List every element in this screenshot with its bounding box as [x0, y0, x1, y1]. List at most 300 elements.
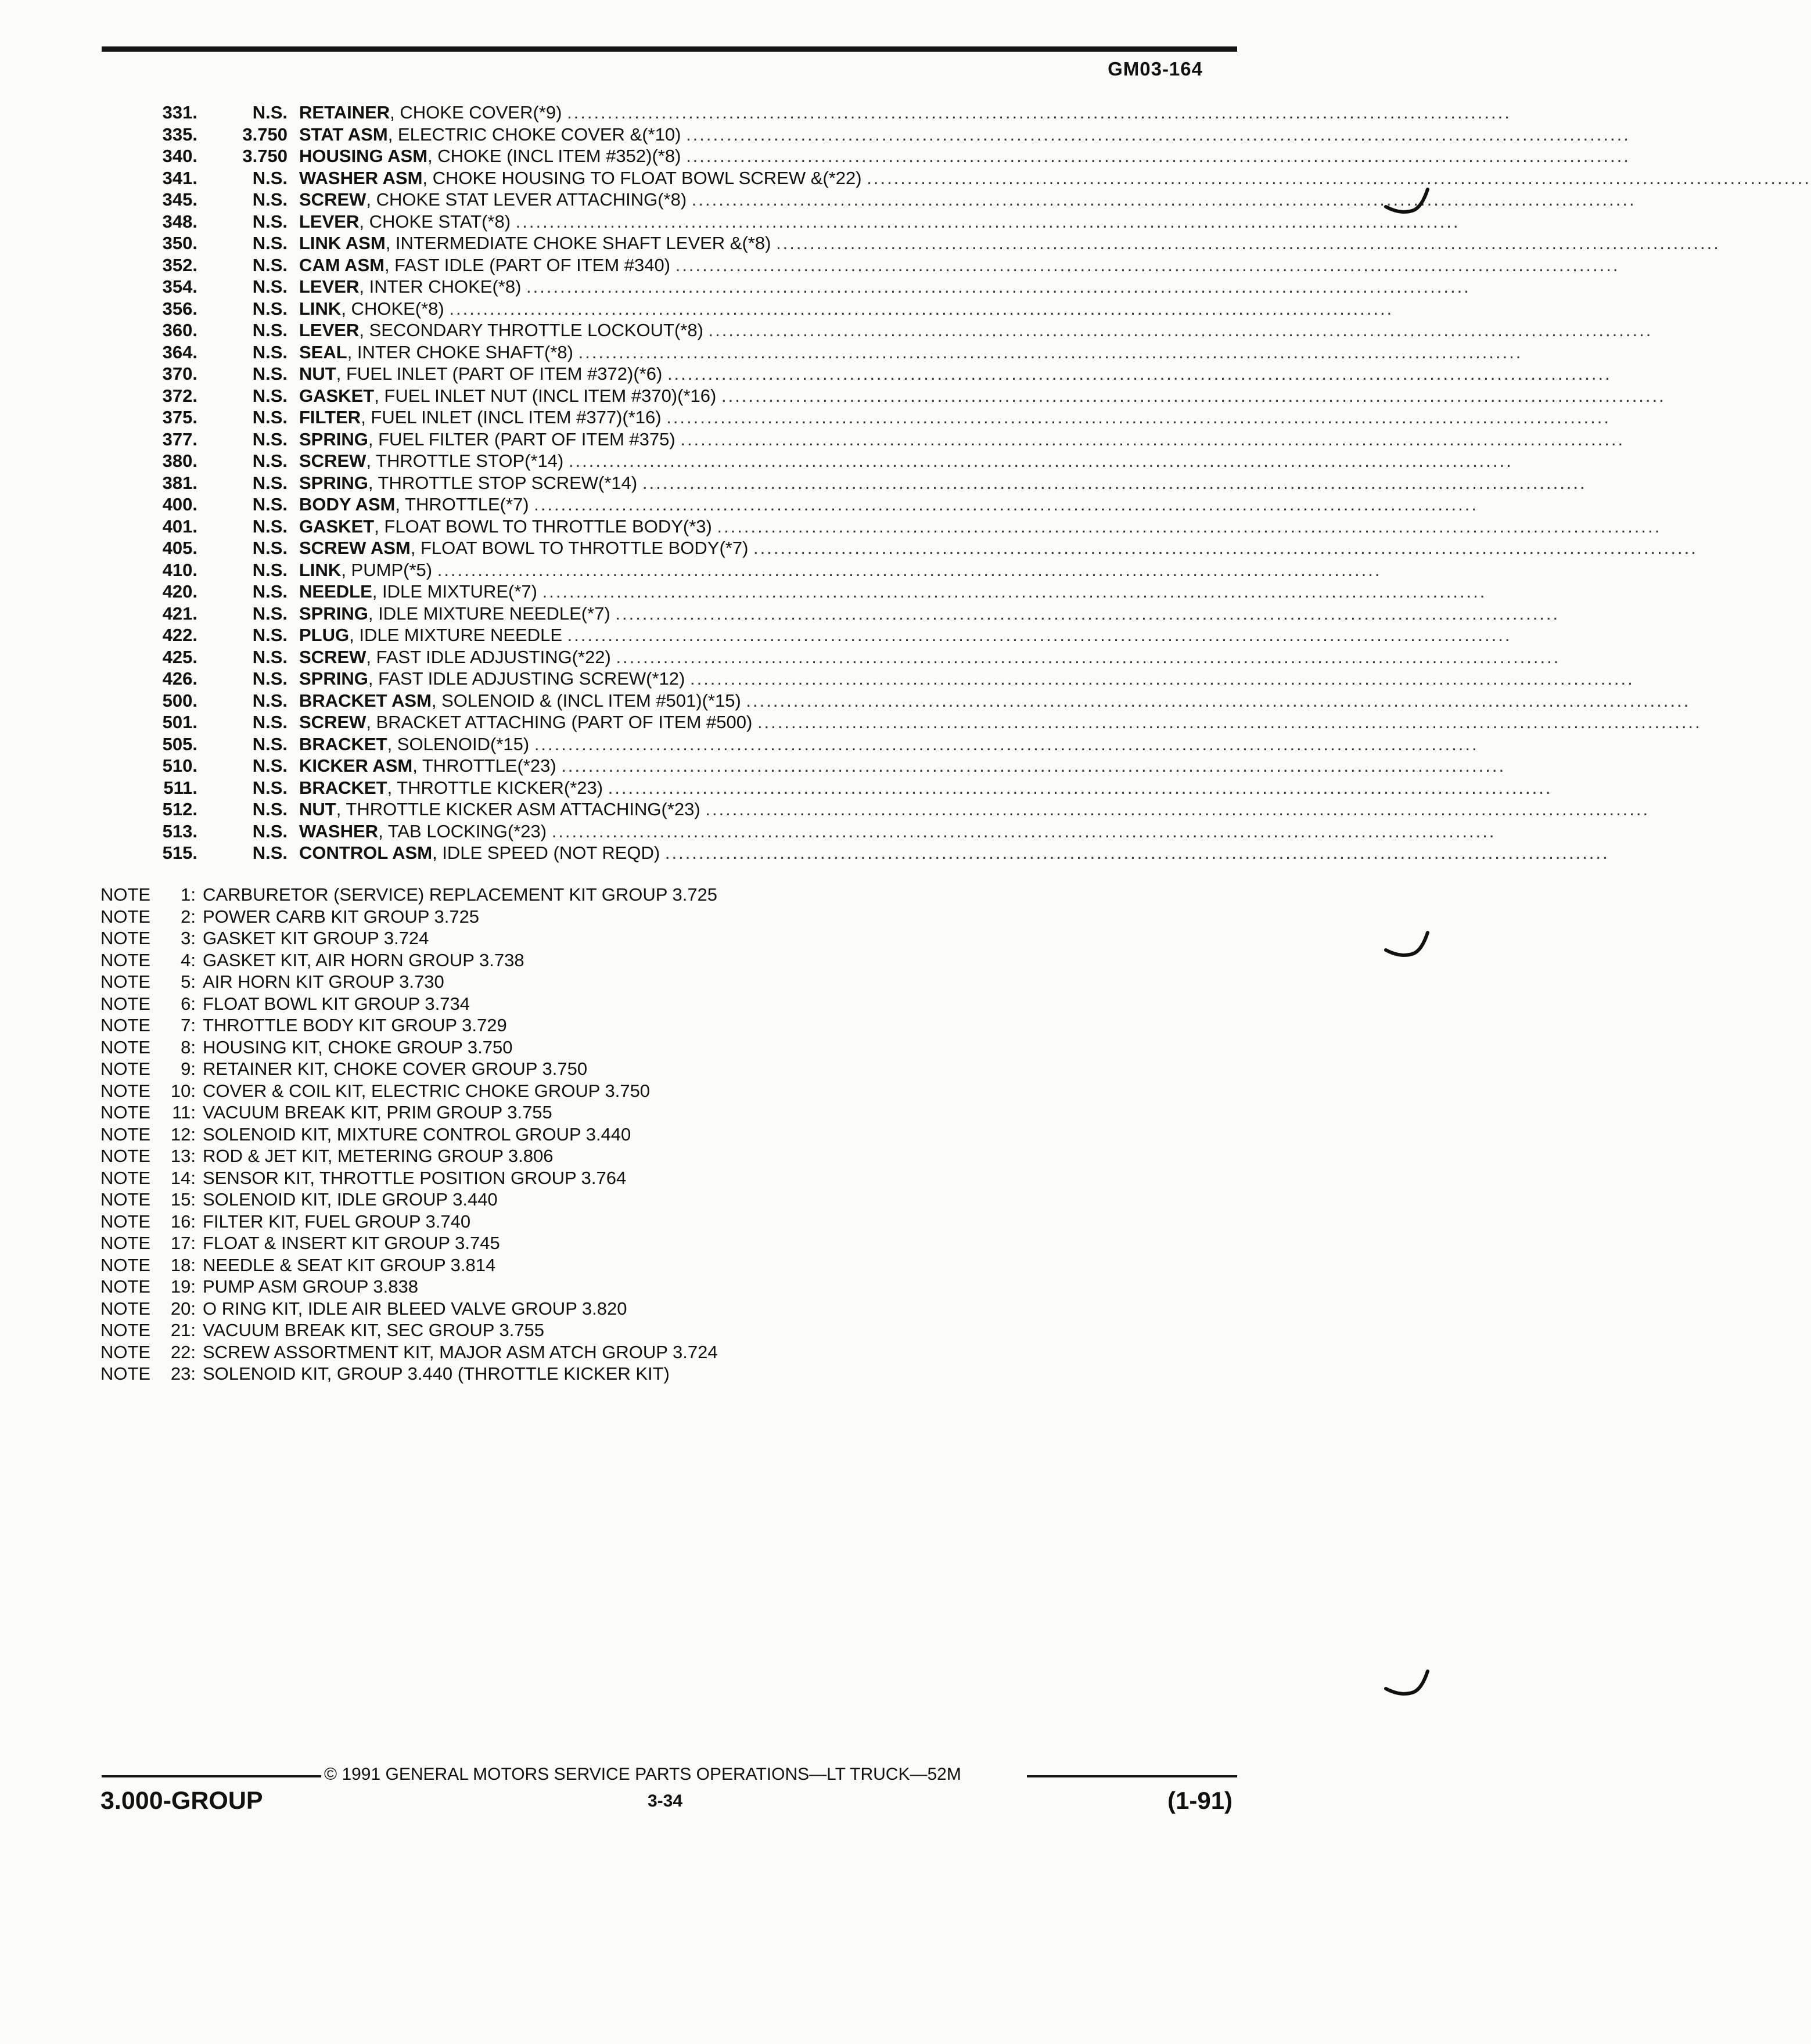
note-number: 23:: [170, 1363, 196, 1384]
note-row: [100, 1189, 498, 1211]
note-label: NOTE: [100, 1341, 151, 1362]
part-description: [299, 821, 1496, 843]
note-text: GASKET KIT, AIR HORN GROUP 3.738: [203, 949, 524, 970]
dot-leader: ............................................................................................................................................: [721, 385, 1666, 406]
note-label: NOTE: [100, 971, 151, 992]
part-detail: , CHOKE STAT(*8): [359, 211, 511, 232]
part-number: 360.: [162, 320, 197, 340]
part-group: N.S.: [252, 538, 288, 558]
note-label: NOTE: [100, 1363, 151, 1384]
part-detail: , THROTTLE KICKER(*23): [387, 777, 603, 798]
part-number: 405.: [162, 538, 197, 558]
dot-leader: ............................................................................................................................................: [534, 494, 1479, 514]
part-number: 425.: [162, 646, 197, 667]
part-row: [0, 603, 1560, 625]
part-detail: , CHOKE COVER(*9): [390, 102, 562, 123]
dot-leader: ............................................................................................................................................: [568, 451, 1513, 471]
note-number: 18:: [170, 1254, 196, 1275]
footer-page-number: 3-34: [648, 1791, 683, 1811]
note-label: NOTE: [100, 884, 151, 905]
part-row: [0, 429, 1625, 451]
part-row: [0, 668, 1634, 690]
note-label: NOTE: [100, 1211, 151, 1232]
part-number: 348.: [162, 211, 197, 232]
part-number: 505.: [162, 733, 197, 754]
part-number: 381.: [162, 472, 197, 493]
dot-leader: ............................................................................................................................................: [689, 668, 1634, 689]
note-number: 8:: [181, 1037, 196, 1057]
part-detail: , FLOAT BOWL TO THROTTLE BODY(*3): [374, 516, 712, 537]
part-description: [299, 124, 1630, 146]
part-group: N.S.: [252, 821, 288, 841]
part-detail: , TAB LOCKING(*23): [378, 821, 547, 841]
part-detail: , BRACKET ATTACHING (PART OF ITEM #500): [366, 712, 753, 732]
part-row: [0, 516, 1662, 538]
part-row: [0, 363, 1612, 385]
check-mark-icon: [1384, 1667, 1430, 1701]
note-label: NOTE: [100, 1189, 151, 1210]
note-label: NOTE: [100, 1167, 151, 1188]
part-row: [0, 690, 1691, 712]
part-number: 335.: [162, 124, 197, 145]
part-name: LINK ASM: [299, 233, 386, 253]
note-row: [100, 1341, 718, 1363]
dot-leader: ............................................................................................................................................: [691, 189, 1636, 210]
note-label: NOTE: [100, 1080, 151, 1101]
part-group: 3.750: [242, 146, 288, 166]
note-row: [100, 1037, 512, 1059]
part-name: GASKET: [299, 385, 375, 406]
dot-leader: ............................................................................................................................................: [551, 821, 1496, 841]
note-row: [100, 1124, 631, 1146]
note-row: [100, 884, 717, 906]
part-name: CONTROL ASM: [299, 843, 433, 863]
part-number: 511.: [163, 777, 197, 798]
part-description: [299, 232, 1720, 254]
dot-leader: ............................................................................................................................................: [667, 364, 1612, 384]
part-description: [299, 450, 1513, 472]
part-description: [299, 429, 1625, 451]
part-description: [299, 385, 1666, 407]
note-row: [100, 1319, 544, 1341]
part-detail: , THROTTLE(*7): [395, 494, 529, 514]
part-number: 421.: [162, 603, 197, 624]
dot-leader: ............................................................................................................................................: [776, 233, 1720, 253]
part-detail: , IDLE MIXTURE(*7): [372, 581, 537, 602]
note-number: 14:: [170, 1167, 196, 1188]
part-group: 3.750: [242, 124, 288, 145]
part-number: 513.: [162, 821, 197, 841]
part-row: [0, 798, 1650, 821]
note-text: CARBURETOR (SERVICE) REPLACEMENT KIT GROUP 3.725: [203, 884, 718, 905]
part-row: [0, 276, 1471, 298]
note-number: 22:: [170, 1341, 196, 1362]
part-group: N.S.: [252, 494, 288, 514]
part-row: [0, 145, 1630, 167]
part-description: [299, 102, 1511, 124]
part-description: [299, 406, 1611, 429]
part-description: [299, 363, 1612, 385]
part-number: 410.: [162, 559, 197, 580]
part-group: N.S.: [252, 341, 288, 362]
part-detail: , FUEL INLET (INCL ITEM #377)(*16): [361, 407, 662, 427]
part-detail: , SOLENOID & (INCL ITEM #501)(*15): [431, 690, 741, 711]
part-name: SCREW: [299, 451, 366, 471]
part-row: [0, 537, 1698, 559]
note-label: NOTE: [100, 1102, 151, 1122]
note-row: [100, 927, 429, 949]
note-label: NOTE: [100, 1015, 151, 1035]
note-text: RETAINER KIT, CHOKE COVER GROUP 3.750: [203, 1059, 588, 1079]
note-number: 3:: [181, 928, 196, 948]
part-number: 341.: [162, 167, 197, 188]
part-number: 512.: [162, 799, 197, 819]
part-detail: , FUEL INLET (PART OF ITEM #372)(*6): [336, 364, 663, 384]
part-name: LEVER: [299, 320, 360, 340]
part-name: LEVER: [299, 276, 360, 297]
dot-leader: ............................................................................................................................................: [686, 146, 1630, 166]
note-row: [100, 1102, 552, 1124]
dot-leader: ............................................................................................................................................: [705, 799, 1650, 819]
note-label: NOTE: [100, 1059, 151, 1079]
part-detail: , SECONDARY THROTTLE LOCKOUT(*8): [359, 320, 703, 340]
note-label: NOTE: [100, 949, 151, 970]
part-number: 401.: [162, 516, 197, 537]
part-name: NUT: [299, 364, 336, 384]
part-number: 370.: [162, 364, 197, 384]
part-description: [299, 603, 1560, 625]
part-detail: , FAST IDLE (PART OF ITEM #340): [384, 254, 671, 275]
part-name: SCREW: [299, 189, 366, 210]
part-description: [299, 690, 1691, 712]
dot-leader: ............................................................................................................................................: [578, 341, 1523, 362]
note-text: VACUUM BREAK KIT, PRIM GROUP 3.755: [203, 1102, 552, 1122]
note-text: SOLENOID KIT, IDLE GROUP 3.440: [203, 1189, 498, 1210]
part-number: 515.: [162, 843, 197, 863]
note-number: 11:: [172, 1102, 196, 1122]
part-number: 345.: [162, 189, 197, 210]
part-name: STAT ASM: [299, 124, 388, 145]
part-group: N.S.: [252, 364, 288, 384]
note-row: [100, 1211, 470, 1233]
part-number: 400.: [162, 494, 197, 514]
note-number: 5:: [181, 971, 196, 992]
part-group: N.S.: [252, 668, 288, 689]
note-text: O RING KIT, IDLE AIR BLEED VALVE GROUP 3.820: [203, 1298, 627, 1319]
note-label: NOTE: [100, 906, 151, 927]
note-number: 7:: [181, 1015, 196, 1035]
note-text: SCREW ASSORTMENT KIT, MAJOR ASM ATCH GROUP 3.724: [203, 1341, 718, 1362]
part-name: SPRING: [299, 668, 368, 689]
dot-leader: ............................................................................................................................................: [680, 429, 1625, 449]
part-number: 352.: [162, 254, 197, 275]
dot-leader: ............................................................................................................................................: [717, 516, 1662, 537]
note-number: 15:: [170, 1189, 196, 1210]
dot-leader: ............................................................................................................................................: [867, 167, 1811, 188]
page-code: GM03-164: [1108, 58, 1203, 80]
part-number: 500.: [162, 690, 197, 711]
footer-group: 3.000-GROUP: [100, 1787, 263, 1815]
note-row: [100, 906, 479, 928]
note-row: [100, 1276, 418, 1298]
part-name: WASHER: [299, 821, 379, 841]
note-number: 21:: [170, 1320, 196, 1340]
part-description: [299, 711, 1702, 733]
footer-rule-left: [102, 1775, 321, 1777]
part-description: [299, 559, 1382, 581]
note-text: NEEDLE & SEAT KIT GROUP 3.814: [203, 1254, 496, 1275]
note-number: 2:: [181, 906, 196, 927]
note-row: [100, 1232, 500, 1254]
part-group: N.S.: [252, 102, 288, 123]
part-row: [0, 319, 1653, 341]
note-number: 10:: [170, 1080, 196, 1101]
note-row: [100, 1254, 495, 1276]
note-row: [100, 1167, 626, 1189]
part-name: PLUG: [299, 625, 350, 645]
dot-leader: ............................................................................................................................................: [642, 472, 1587, 493]
part-detail: , FLOAT BOWL TO THROTTLE BODY(*7): [410, 538, 749, 558]
part-detail: , IDLE MIXTURE NEEDLE: [349, 625, 563, 645]
note-text: SOLENOID KIT, GROUP 3.440 (THROTTLE KICKER KIT): [203, 1363, 670, 1384]
part-group: N.S.: [252, 189, 288, 210]
part-detail: , ELECTRIC CHOKE COVER &(*10): [387, 124, 681, 145]
part-name: BODY ASM: [299, 494, 396, 514]
note-number: 19:: [170, 1276, 196, 1297]
part-description: [299, 537, 1698, 559]
dot-leader: ............................................................................................................................................: [708, 320, 1653, 340]
note-label: NOTE: [100, 1037, 151, 1057]
note-text: COVER & COIL KIT, ELECTRIC CHOKE GROUP 3.750: [203, 1080, 651, 1101]
part-group: N.S.: [252, 385, 288, 406]
part-row: [0, 124, 1630, 146]
part-row: [0, 102, 1511, 124]
dot-leader: ............................................................................................................................................: [666, 407, 1611, 427]
part-name: CAM ASM: [299, 254, 385, 275]
part-group: N.S.: [252, 429, 288, 449]
part-row: [0, 646, 1561, 668]
part-detail: , INTERMEDIATE CHOKE SHAFT LEVER &(*8): [385, 233, 771, 253]
part-row: [0, 755, 1506, 777]
part-description: [299, 842, 1609, 864]
part-detail: , IDLE MIXTURE NEEDLE(*7): [368, 603, 610, 624]
part-number: 354.: [162, 276, 197, 297]
part-detail: , CHOKE STAT LEVER ATTACHING(*8): [366, 189, 687, 210]
dot-leader: ............................................................................................................................................: [664, 843, 1609, 863]
note-number: 16:: [170, 1211, 196, 1232]
part-detail: , THROTTLE KICKER ASM ATTACHING(*23): [336, 799, 700, 819]
part-group: N.S.: [252, 167, 288, 188]
part-description: [299, 319, 1653, 341]
part-group: N.S.: [252, 211, 288, 232]
part-name: LEVER: [299, 211, 360, 232]
dot-leader: ............................................................................................................................................: [561, 755, 1506, 776]
dot-leader: ............................................................................................................................................: [686, 124, 1630, 145]
part-description: [299, 668, 1634, 690]
part-group: N.S.: [252, 298, 288, 319]
note-number: 1:: [181, 884, 196, 905]
note-text: GASKET KIT GROUP 3.724: [203, 928, 429, 948]
part-description: [299, 755, 1506, 777]
part-group: N.S.: [252, 690, 288, 711]
part-number: 372.: [162, 385, 197, 406]
dot-leader: ............................................................................................................................................: [567, 102, 1511, 123]
note-number: 13:: [170, 1146, 196, 1166]
part-row: [0, 450, 1513, 472]
top-rule: [102, 46, 1237, 52]
part-detail: , FAST IDLE ADJUSTING(*22): [366, 646, 611, 667]
part-group: N.S.: [252, 472, 288, 493]
dot-leader: ............................................................................................................................................: [534, 733, 1479, 754]
part-group: N.S.: [252, 843, 288, 863]
note-label: NOTE: [100, 1320, 151, 1340]
note-number: 12:: [170, 1124, 196, 1145]
note-text: THROTTLE BODY KIT GROUP 3.729: [203, 1015, 507, 1035]
part-detail: , PUMP(*5): [341, 559, 433, 580]
dot-leader: ............................................................................................................................................: [746, 690, 1691, 711]
part-name: HOUSING ASM: [299, 146, 428, 166]
note-label: NOTE: [100, 928, 151, 948]
part-number: 331.: [162, 102, 197, 123]
part-description: [299, 254, 1620, 276]
part-name: GASKET: [299, 516, 375, 537]
part-name: SPRING: [299, 429, 368, 449]
part-name: FILTER: [299, 407, 361, 427]
dot-leader: ............................................................................................................................................: [753, 538, 1698, 558]
part-name: NEEDLE: [299, 581, 372, 602]
part-row: [0, 254, 1620, 276]
footer-rule-right: [1027, 1775, 1237, 1777]
part-name: RETAINER: [299, 102, 390, 123]
part-row: [0, 581, 1487, 603]
note-text: HOUSING KIT, CHOKE GROUP 3.750: [203, 1037, 513, 1057]
footer-date: (1-91): [1167, 1787, 1233, 1814]
part-description: [299, 472, 1587, 494]
note-text: POWER CARB KIT GROUP 3.725: [203, 906, 480, 927]
dot-leader: ............................................................................................................................................: [757, 712, 1702, 732]
note-text: ROD & JET KIT, METERING GROUP 3.806: [203, 1146, 554, 1166]
part-group: N.S.: [252, 559, 288, 580]
part-description: [299, 276, 1471, 298]
note-text: FILTER KIT, FUEL GROUP 3.740: [203, 1211, 471, 1232]
part-group: N.S.: [252, 755, 288, 776]
part-description: [299, 211, 1460, 233]
part-group: N.S.: [252, 712, 288, 732]
part-name: BRACKET: [299, 733, 387, 754]
part-detail: , INTER CHOKE(*8): [359, 276, 522, 297]
part-group: N.S.: [252, 516, 288, 537]
part-name: BRACKET: [299, 777, 387, 798]
part-description: [299, 516, 1662, 538]
note-label: NOTE: [100, 1276, 151, 1297]
dot-leader: ............................................................................................................................................: [615, 603, 1560, 624]
part-row: [0, 733, 1479, 755]
part-row: [0, 472, 1587, 494]
part-group: N.S.: [252, 254, 288, 275]
part-row: [0, 406, 1611, 429]
part-detail: , IDLE SPEED (NOT REQD): [432, 843, 660, 863]
part-detail: , FAST IDLE ADJUSTING SCREW(*12): [368, 668, 685, 689]
footer-copyright: © 1991 GENERAL MOTORS SERVICE PARTS OPERATIONS—LT TRUCK—52M: [324, 1765, 961, 1784]
dot-leader: ............................................................................................................................................: [542, 581, 1487, 602]
part-name: SCREW: [299, 646, 366, 667]
part-row: [0, 211, 1468, 233]
check-mark-icon: [1384, 928, 1430, 963]
note-number: 17:: [170, 1233, 196, 1253]
part-row: [0, 232, 1720, 254]
part-row: [0, 298, 1468, 320]
part-description: [299, 189, 1636, 211]
note-text: SENSOR KIT, THROTTLE POSITION GROUP 3.764: [203, 1167, 627, 1188]
note-text: AIR HORN KIT GROUP 3.730: [203, 971, 444, 992]
part-number: 422.: [162, 625, 197, 645]
part-group: N.S.: [252, 733, 288, 754]
dot-leader: ............................................................................................................................................: [675, 254, 1620, 275]
part-detail: , FUEL INLET NUT (INCL ITEM #370)(*16): [374, 385, 717, 406]
part-row: [0, 821, 1496, 843]
note-text: PUMP ASM GROUP 3.838: [203, 1276, 419, 1297]
part-row: [0, 842, 1609, 864]
part-description: [299, 733, 1479, 755]
part-name: SPRING: [299, 603, 368, 624]
note-number: 20:: [170, 1298, 196, 1319]
part-number: 356.: [162, 298, 197, 319]
note-row: [100, 1145, 554, 1167]
part-description: [299, 624, 1512, 646]
part-number: 364.: [162, 341, 197, 362]
part-detail: , THROTTLE STOP(*14): [366, 451, 564, 471]
note-number: 4:: [181, 949, 196, 970]
part-description: [299, 494, 1479, 516]
dot-leader: ............................................................................................................................................: [616, 646, 1561, 667]
part-row: [0, 559, 1468, 581]
part-number: 380.: [162, 451, 197, 471]
part-number: 350.: [162, 233, 197, 253]
part-description: [299, 167, 1811, 189]
part-name: SEAL: [299, 341, 347, 362]
part-group: N.S.: [252, 581, 288, 602]
note-row: [100, 1058, 587, 1080]
note-row: [100, 1080, 650, 1102]
part-number: 377.: [162, 429, 197, 449]
part-name: SPRING: [299, 472, 368, 493]
part-group: N.S.: [252, 407, 288, 427]
part-description: [299, 341, 1523, 364]
part-name: SCREW: [299, 712, 366, 732]
part-name: KICKER ASM: [299, 755, 413, 776]
part-number: 426.: [162, 668, 197, 689]
part-detail: , THROTTLE(*23): [412, 755, 556, 776]
part-number: 510.: [162, 755, 197, 776]
part-number: 501.: [162, 712, 197, 732]
part-name: LINK: [299, 559, 342, 580]
check-mark-icon: [1384, 185, 1430, 219]
note-number: 6:: [181, 993, 196, 1014]
dot-leader: ............................................................................................................................................: [526, 276, 1471, 297]
note-label: NOTE: [100, 993, 151, 1014]
part-group: N.S.: [252, 451, 288, 471]
part-row: [0, 385, 1666, 407]
note-row: [100, 971, 444, 993]
note-label: NOTE: [100, 1146, 151, 1166]
part-row: [0, 711, 1702, 733]
part-name: WASHER ASM: [299, 167, 423, 188]
part-group: N.S.: [252, 276, 288, 297]
part-group: N.S.: [252, 777, 288, 798]
dot-leader: ............................................................................................................................................: [437, 559, 1382, 580]
note-text: SOLENOID KIT, MIXTURE CONTROL GROUP 3.440: [203, 1124, 631, 1145]
part-detail: , CHOKE (INCL ITEM #352)(*8): [427, 146, 681, 166]
